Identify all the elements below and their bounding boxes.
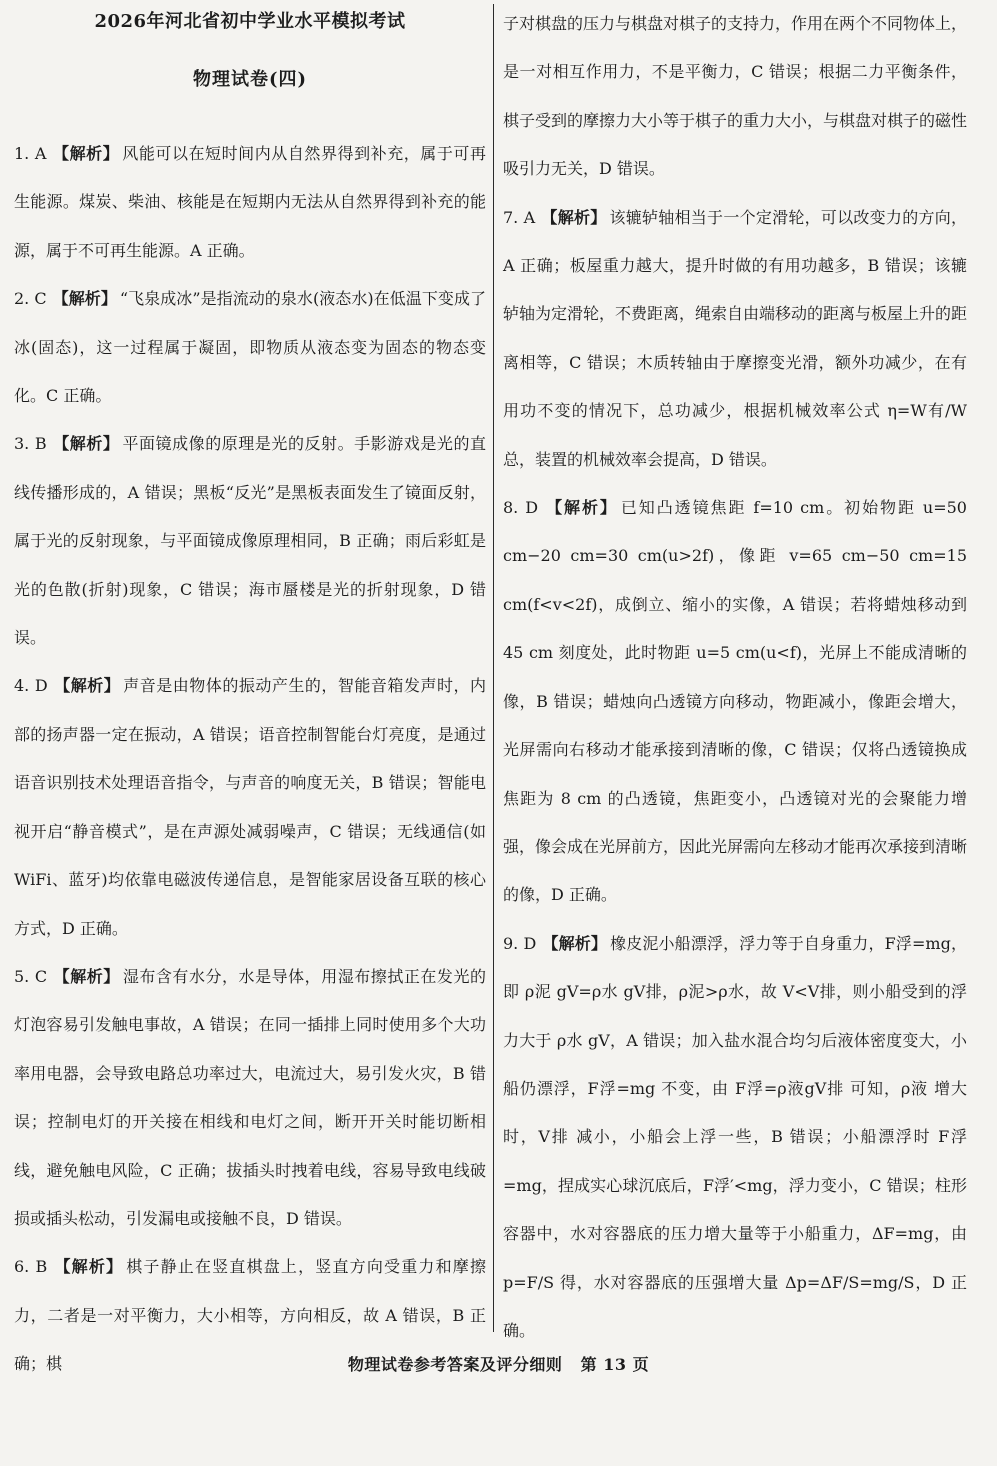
analysis-tag: 【解析】 xyxy=(52,289,117,309)
analysis-tag: 【解析】 xyxy=(52,144,120,163)
answer-text: 子对棋盘的压力与棋盘对棋子的支持力，作用在两个不同物体上，是一对相互作用力，不是平衡力，C 错误；根据二力平衡条件，棋子受到的摩擦力大小等于棋子的重力大小，与棋盘对棋子的磁性吸引力无关，D 错误。 xyxy=(503,14,968,179)
left-column xyxy=(14,0,486,1389)
answer-text: 声音是由物体的振动产生的，智能音箱发声时，内部的扬声器一定在振动，A 错误；语音控制智能台灯亮度，是通过语音识别技术处理语音指令，与声音的响度无关，B 错误；智能电视开启“静音模式”，是在声源处减弱噪声，C 错误；无线通信(如 WiFi、蓝牙)均依靠电磁波传递信息，是智能家居设备互联的核心方式，D 正确。 xyxy=(14,676,486,938)
answer-number: 3. B xyxy=(14,434,47,454)
answer-text: 橡皮泥小船漂浮，浮力等于自身重力，F浮=mg，即 ρ泥 gV=ρ水 gV排，ρ泥>ρ水，故 V<V排，则小船受到的浮力大于 ρ水 gV，A 错误；加入盐水混合均匀后液体密度变大，小船仍漂浮，F浮=mg 不变，由 F浮=ρ液gV排 可知，ρ液 增大时，V排 减小，小船会上浮一些，B 错误；小船漂浮时 F浮=mg，捏成实心球沉底后，F浮′<mg，浮力变小，C 错误；柱形容器中，水对容器底的压力增大量等于小船重力，ΔF=mg，由 p=F/S 得，水对容器底的压强增大量 Δp=ΔF/S=mg/S，D 正确。 xyxy=(503,933,967,1340)
answer-number: 8. D xyxy=(503,498,539,518)
answer-text: 湿布含有水分，水是导体，用湿布擦拭正在发光的灯泡容易引发触电事故，A 错误；在同一插排上同时使用多个大功率用电器，会导致电路总功率过大，电流过大，易引发火灾，B 错误；控制电灯的开关接在相线和电灯之间，断开开关时能切断相线，避免触电风险，C 正确；拔插头时拽着电线，容易导致电线破损或插头松动，引发漏电或接触不良，D 错误。 xyxy=(14,966,486,1228)
answer-item-2 xyxy=(14,275,486,420)
answer-item-3 xyxy=(14,420,486,662)
column-divider xyxy=(493,4,494,1332)
page-footer xyxy=(0,1352,997,1375)
right-column xyxy=(503,0,967,1355)
analysis-tag: 【解析】 xyxy=(53,1257,124,1277)
answer-number: 6. B xyxy=(14,1257,48,1277)
answer-item-8 xyxy=(503,484,967,920)
answer-item-1 xyxy=(14,130,486,275)
analysis-tag: 【解析】 xyxy=(52,434,120,454)
answer-item-6-continued xyxy=(503,0,967,194)
answer-number: 9. D xyxy=(503,933,537,953)
analysis-tag: 【解析】 xyxy=(542,933,608,953)
analysis-tag: 【解析】 xyxy=(53,676,121,696)
answer-number: 7. A xyxy=(503,207,536,227)
answer-item-9 xyxy=(503,920,967,1356)
analysis-tag: 【解析】 xyxy=(541,207,607,227)
answer-number: 1. A xyxy=(14,144,47,163)
footer-label: 物理试卷参考答案及评分细则 xyxy=(347,1355,563,1374)
footer-page-number: 第 13 页 xyxy=(580,1355,650,1374)
analysis-tag: 【解析】 xyxy=(544,498,618,518)
answer-item-5 xyxy=(14,953,486,1243)
answer-text: 棋子静止在竖直棋盘上，竖直方向受重力和摩擦力，二者是一对平衡力，大小相等，方向相反，故 A 错误，B 正确；棋 xyxy=(14,1257,486,1374)
answer-number: 5. C xyxy=(14,966,48,986)
answer-text: 风能可以在短时间内从自然界得到补充，属于可再生能源。煤炭、柴油、核能是在短期内无法从自然界得到补充的能源，属于不可再生能源。A 正确。 xyxy=(14,144,486,260)
answer-text: 已知凸透镜焦距 f=10 cm。初始物距 u=50 cm−20 cm=30 cm(u>2f)，像距 v=65 cm−50 cm=15 cm(f<v<2f)，成倒立、缩小的实像，A 错误；若将蜡烛移动到 45 cm 刻度处，此时物距 u=5 cm(u<f)，光屏上不能成清晰的像，B 错误；蜡烛向凸透镜方向移动，物距减小，像距会增大，光屏需向右移动才能承接到清晰的像，C 错误；仅将凸透镜换成焦距为 8 cm 的凸透镜，焦距变小，凸透镜对光的会聚能力增强，像会成在光屏前方，因此光屏需向左移动才能再次承接到清晰的像，D 正确。 xyxy=(503,498,968,905)
page-title: 2026年河北省初中学业水平模拟考试 xyxy=(94,11,406,32)
answer-number: 2. C xyxy=(14,289,47,309)
answer-text: “飞泉成冰”是指流动的泉水(液态水)在低温下变成了冰(固态)，这一过程属于凝固，即物质从液态变为固态的物态变化。C 正确。 xyxy=(14,289,486,406)
analysis-tag: 【解析】 xyxy=(53,966,120,986)
answer-item-4 xyxy=(14,662,486,952)
answer-text: 该辘轳轴相当于一个定滑轮，可以改变力的方向，A 正确；板屋重力越大，提升时做的有用功越多，B 错误；该辘轳轴为定滑轮，不费距离，绳索自由端移动的距离与板屋上升的距离相等，C 错误；木质转轴由于摩擦变光滑，额外功减少，在有用功不变的情况下，总功减少，根据机械效率公式 η=W有/W总，装置的机械效率会提高，D 错误。 xyxy=(503,207,968,469)
answer-item-7 xyxy=(503,194,967,484)
page-subtitle: 物理试卷(四) xyxy=(192,69,308,90)
answer-text: 平面镜成像的原理是光的反射。手影游戏是光的直线传播形成的，A 错误；黑板“反光”是黑板表面发生了镜面反射，属于光的反射现象，与平面镜成像原理相同，B 正确；雨后彩虹是光的色散(折射)现象，C 错误；海市蜃楼是光的折射现象，D 错误。 xyxy=(14,434,486,648)
answer-number: 4. D xyxy=(14,676,48,696)
